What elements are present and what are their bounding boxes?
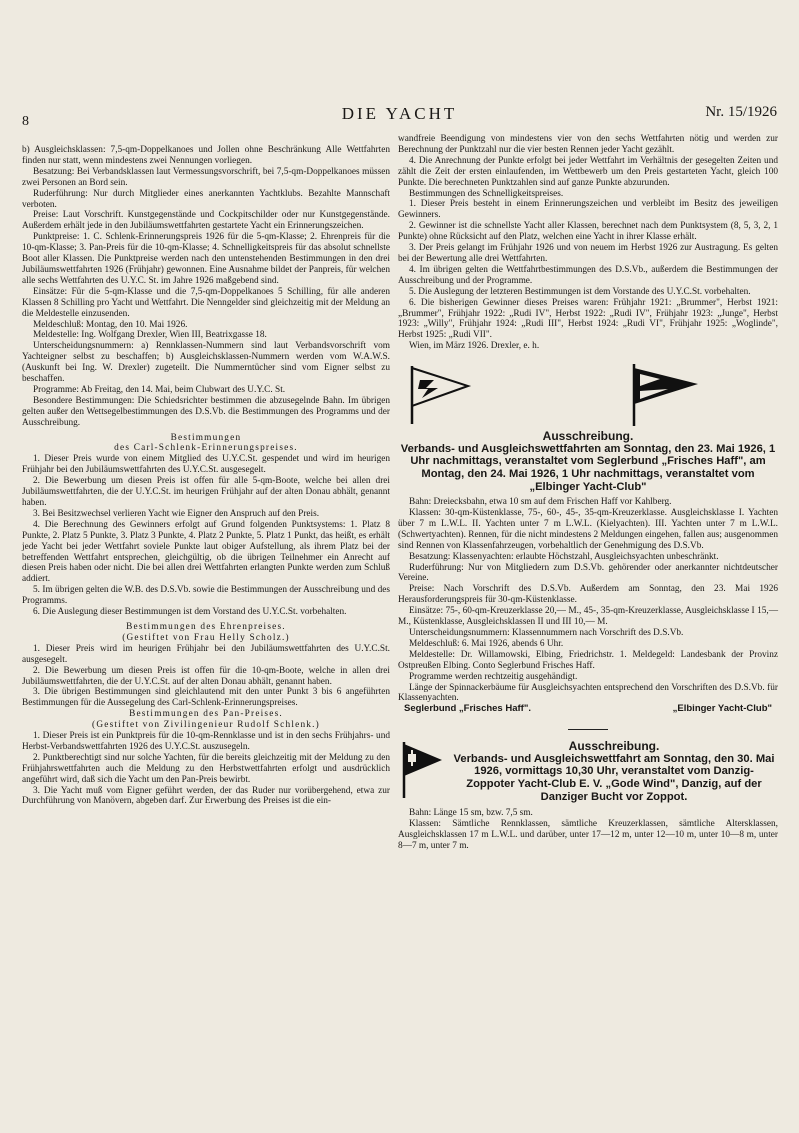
announcement-1 (398, 430, 778, 493)
announcement-1-text: Verbands- und Ausgleichswettfahrten am Sonntag, den 23. Mai 1926, 1 Uhr nachmittags, veranstaltet vom Seglerbund „Frisches Haff", am Montag, den 24. Mai 1926, 1 Uhr nachmittags, veranstaltet vom „Elbinger Yacht-Club" (400, 442, 776, 493)
page-header (0, 100, 799, 130)
paragraph: 6. Die Auslegung dieser Bestimmungen ist dem Vorstand des U.Y.C.St. vorbehalten. (33, 607, 347, 618)
gode-wind-flag-icon (398, 740, 444, 800)
announcement-2-text: Verbands- und Ausgleichswettfahrt am Sonntag, den 30. Mai 1926, vormittags 10,30 Uhr, veranstaltet vom Danzig-Zoppoter Yacht-Club E. V. „Gode Wind", Danzig, auf der Danziger Bucht vor Zoppot. (453, 752, 775, 803)
paragraph: Länge der Spinnackerbäume für Ausgleichsyachten entsprechend den Vorschriften des D.S.Vb. für Klassenyachten. (398, 682, 778, 704)
right-column (398, 134, 778, 852)
paragraph: Unterscheidungsnummern: a) Rennklassen-Nummern sind laut Verbandsvorschrift vom Yachteigner selbst zu beschaffen; b) Ausgleichsklassen-Nummern werden vom W.A.W.S. (Auskunft bei Ing. W. Drexler) zugeteilt. Die Nummerntücher sind vom Eigner selbst zu beschaffen. (22, 341, 390, 385)
signature-elbinger: „Elbinger Yacht-Club" (672, 703, 772, 715)
paragraph: 1. Dieser Preis wurde von einem Mitglied des U.Y.C.St. gespendet und wird im heurigen Frühjahr bei den Jubiläumswettfahrten des U.Y.C.St. ausgesegelt. (22, 454, 390, 476)
paragraph: Punktpreise: 1. C. Schlenk-Erinnerungspreis 1926 für die 5-qm-Klasse; 2. Ehrenpreis für die 10-qm-Klasse; 3. Pan-Preis für die 10-qm-Klasse; 4. Schnelligkeitspreis für das absolut schnellste Boot aller Klassen. Die Punktpreise werden nach den untenstehenden Bestimmungen in den drei Jubiläumswettfahrten 1926 (Frühjahr) gewonnen. Eine Ausnahme bildet der Panpreis, für welchen alle sechs Wettfahrten des U.Y.C. St. im Jahre 1926 maßgebend sind. (22, 232, 390, 286)
paragraph: 4. Die Anrechnung der Punkte erfolgt bei jeder Wettfahrt im Verhältnis der gesegelten Zeiten und zählt die Zeit der ersten einlaufenden, im Wettbewerb um den Preis gestarteten Yacht, gleich 100 Punkte. Die berechneten Punktzahlen sind auf ganze Punkte abzurunden. (398, 155, 778, 188)
paragraph: Meldestelle: Ing. Wolfgang Drexler, Wien III, Beatrixgasse 18. (33, 330, 267, 341)
paragraph: Preise: Nach Vorschrift des D.S.Vb. Außerdem am Sonntag, den 23. Mai 1926 Herausforderungspreis für 30-qm-Küstenklasse. (398, 584, 778, 606)
paragraph: Ruderführung: Nur durch Mitglieder eines anerkannten Yachtklubs. Bezahlte Mannschaft verboten. (22, 188, 390, 210)
paragraph: Klassen: 30-qm-Küstenklasse, 75-, 60-, 45-, 35-qm-Kreuzerklasse. Ausgleichsklasse I. Yachten über 7 m L.W.L. II. Yachten unter 7 m L.W.L. (Kielyachten). III. Yachten unter 7 m L.W.L. (Schwertyachten). Rennen, für die nicht mindestens 2 Meldungen eingehen, fallen aus; ausgenommen sind Rennen von Klassenfahrzeugen, vorbehaltlich der Genehmigung des D.S.Vb. (398, 508, 778, 551)
paragraph: 6. Die bisherigen Gewinner dieses Preises waren: Frühjahr 1921: „Brummer", Herbst 1921: „Brummer", Frühjahr 1922: „Rudi IV", Herbst 1922: „Rudi IV", Frühjahr 1923: „Junge", Herbst 1923: „Willy", Frühjahr 1924: „Rudi III", Herbst 1924: „Rudi VI", Frühjahr 1925: „Woglinde", Herbst 1925: „Rudi VII". (398, 297, 778, 341)
announcement-2 (398, 740, 778, 804)
announcement-1-signatures (398, 704, 778, 715)
section-heading: (Gestiftet von Frau Helly Scholz.) (122, 632, 290, 643)
paragraph: Bahn: Dreiecksbahn, etwa 10 sm auf dem Frischen Haff vor Kahlberg. (409, 497, 672, 508)
paragraph: Bahn: Länge 15 sm, bzw. 7,5 sm. (409, 808, 533, 819)
paragraph: 3. Der Preis gelangt im Frühjahr 1926 und von neuem im Herbst 1926 zur Austragung. Es gelten bei der Bewertung alle drei Wettfahrten. (398, 243, 778, 264)
magazine-title: DIE YACHT (341, 104, 458, 123)
paragraph: Programme: Ab Freitag, den 14. Mai, beim Clubwart des U.Y.C. St. (33, 384, 286, 395)
paragraph: 3. Die übrigen Bestimmungen sind gleichlautend mit den unter Punkt 3 bis 6 angeführten Bestimmungen für die Aussegelung des Carl-Schlenk-Erinnerungspreises. (22, 687, 390, 709)
paragraph: Besondere Bestimmungen: Die Schiedsrichter bestimmen die abzusegelnde Bahn. Im übrigen gelten außer den Wettsegelbestimmungen des D.S.Vb. die Bestimmungen des Programms und der Ausschreibung. (22, 395, 390, 428)
paragraph: 4. Die Berechnung des Gewinners erfolgt auf Grund folgenden Punktsystems: 1. Platz 8 Punkte, 2. Platz 5 Punkte, 3. Platz 3 Punkte, 4. Platz 2 Punkte, 5. Platz 1 Punkt, das heißt, es erhält jede Yacht bei jeder Wettfahrt soviele Punkte laut obiger Aufstellung, als ihrem Platz bei der betreffenden Wettfahrt entsprechen, gleichgültig, ob die übrigen Teilnehmer ein Anrecht auf diesen Preis haben oder nicht. Die bei allen drei Wettfahrten erlangten Punkte werden zum Schluß addiert. (22, 519, 390, 585)
announcement-2-title: Ausschreibung. (568, 739, 660, 754)
paragraph: 3. Bei Besitzwechsel verlieren Yacht wie Eigner den Anspruch auf den Preis. (33, 508, 320, 519)
announcement-1-title: Ausschreibung. (542, 429, 634, 444)
paragraph: Programme werden rechtzeitig ausgehändigt. (409, 671, 578, 682)
paragraph: 2. Die Bewerbung um diesen Preis ist offen für die 10-qm-Boote, welche in allen drei Jubiläumswettfahrten, die der U.Y.C.St. auf der alten Donau abhält, genannt haben. (22, 665, 390, 687)
paragraph: 4. Im übrigen gelten die Wettfahrtbestimmungen des D.S.Vb., außerdem die Bestimmungen der Ausschreibung und der Programme. (398, 264, 778, 286)
paragraph: b) Ausgleichsklassen: 7,5-qm-Doppelkanoes und Jollen ohne Beschränkung Alle Wettfahrten finden nur statt, wenn mindestens zwei Nennungen vorliegen. (22, 145, 390, 166)
paragraph: 5. Im übrigen gelten die W.B. des D.S.Vb. sowie die Bestimmungen der Ausschreibung und des Programms. (22, 585, 390, 607)
paragraph: Einsätze: Für die 5-qm-Klasse und die 7,5-qm-Doppelkanoes 5 Schilling, für alle anderen Klassen 8 Schilling pro Yacht und Wettfahrt. Die Nenngelder sind gleichzeitig mit der Meldung an die Meldestelle einzusenden. (22, 286, 390, 319)
signature-seglerbund: Seglerbund „Frisches Haff". (404, 703, 531, 715)
paragraph: 5. Die Auslegung der letzteren Bestimmungen ist dem Vorstande des U.Y.C.St. vorbehalten. (409, 286, 751, 297)
paragraph: 3. Die Yacht muß vom Eigner geführt werden, der das Ruder nur vorübergehend, etwa zur Durchführung von Manövern, abgeben darf. Zur Erwerbung des Preises ist die ein- (22, 785, 390, 807)
elbinger-club-flag-icon (634, 364, 698, 426)
paragraph: Bestimmungen des Schnelligkeitspreises. (409, 188, 564, 199)
section-heading: (Gestiftet von Zivilingenieur Rudolf Schlenk.) (92, 720, 320, 731)
paragraph: 1. Dieser Preis besteht in einem Erinnerungszeichen und verbleibt im Besitz des jeweiligen Gewinners. (398, 199, 778, 221)
announcement-2-body (398, 808, 778, 852)
paragraph: Besatzung: Bei Verbandsklassen laut Vermessungsvorschrift, bei 7,5-qm-Doppelkanoes müssen zwei Personen an Bord sein. (22, 166, 390, 188)
paragraph: Meldeschluß: Montag, den 10. Mai 1926. (33, 319, 188, 330)
paragraph: Ruderführung: Nur von Mitgliedern zum D.S.Vb. gehörender oder anerkannter nichtdeutscher Vereine. (398, 562, 778, 584)
flags-svg (398, 360, 778, 428)
paragraph: Meldeschluß: 6. Mai 1926, abends 6 Uhr. (409, 638, 564, 649)
paragraph: Wien, im März 1926. Drexler, e. h. (409, 341, 540, 352)
paragraph: 2. Gewinner ist die schnellste Yacht aller Klassen, berechnet nach dem Punktsystem (8, 5, 3, 2, 1 Punkte) ohne Rücksicht auf den Platz, welchen eine Yacht in ihrer Klasse erhält. (398, 221, 778, 243)
announcement-1-body (398, 497, 778, 704)
divider (398, 723, 778, 734)
paragraph: Klassen: Sämtliche Rennklassen, sämtliche Kreuzerklassen, sämtliche Altersklassen, Ausgleichsklassen 17 m L.W.L. und darüber, unter 17—12 m, unter 12—10 m, unter 10—8 m, unter 8—7 m, unter 7 m. (398, 818, 778, 851)
pan-preis-continuation (398, 134, 778, 352)
section-heading: Bestimmungen (170, 432, 242, 443)
section-heading: Bestimmungen des Pan-Preises. (129, 709, 283, 720)
seglerbund-flag-icon (412, 366, 468, 424)
paragraph: Unterscheidungsnummern: Klassennummern nach Vorschrift des D.S.Vb. (409, 627, 684, 638)
paragraph: 1. Dieser Preis wird im heurigen Frühjahr bei den Jubiläumswettfahrten des U.Y.C.St. ausgesegelt. (22, 643, 390, 665)
paragraph: Meldestelle: Dr. Willamowski, Elbing, Friedrichstr. 1. Meldegeld: Landesbank der Provinz Ostpreußen Elbing. Conto Seglerbund Frisches Haff. (398, 649, 778, 671)
paragraph: Besatzung: Klassenyachten: erlaubte Höchstzahl, Ausgleichsyachten unbeschränkt. (409, 551, 719, 562)
left-column (22, 145, 390, 807)
issue-number: Nr. 15/1926 (705, 104, 777, 120)
club-flags (398, 360, 778, 428)
paragraph: 2. Die Bewerbung um diesen Preis ist offen für alle 5-qm-Boote, welche bei allen drei Jubiläumswettfahrten, die der U.Y.C.St. im heurigen Frühjahr auf der alten Donau abhält, genannt haben. (22, 476, 390, 508)
paragraph: 1. Dieser Preis ist ein Punktpreis für die 10-qm-Rennklasse und ist in den sechs Frühjahrs- und Herbst-Verbandswettfahrten 1926 des U.Y.C.St. auszusegeln. (22, 731, 390, 752)
section-heading: des Carl-Schlenk-Erinnerungspreises. (114, 443, 298, 454)
page-number: 8 (22, 114, 29, 129)
section-heading: Bestimmungen des Ehrenpreises. (126, 621, 286, 632)
paragraph: Einsätze: 75-, 60-qm-Kreuzerklasse 20,— M., 45-, 35-qm-Kreuzerklasse, Ausgleichsklasse I 15,— M., Küstenklasse, Ausgleichsklassen II und III 10,— M. (398, 606, 778, 628)
paragraph: Preise: Laut Vorschrift. Kunstgegenstände und Cockpitschilder oder nur Kunstgegenstände. Außerdem erhält jede in den Jubiläumswettfahrten gestartete Yacht ein Erinnerungszeichen. (22, 210, 390, 232)
paragraph: wandfreie Beendigung von mindestens vier von den sechs Wettfahrten nötig und werden zur Berechnung der Punktzahl nur die vier besten Rennen jeder Yacht gezählt. (398, 134, 778, 155)
paragraph: 2. Punktberechtigt sind nur solche Yachten, für die bereits gleichzeitig mit der Meldung zu den Frühjahrswettfahrten auch die Meldung zu den Herbstwettfahrten erfolgt und ausdrücklich angeführt wird, daß sich die Yacht um den Pan-Preis bewirbt. (22, 752, 390, 785)
